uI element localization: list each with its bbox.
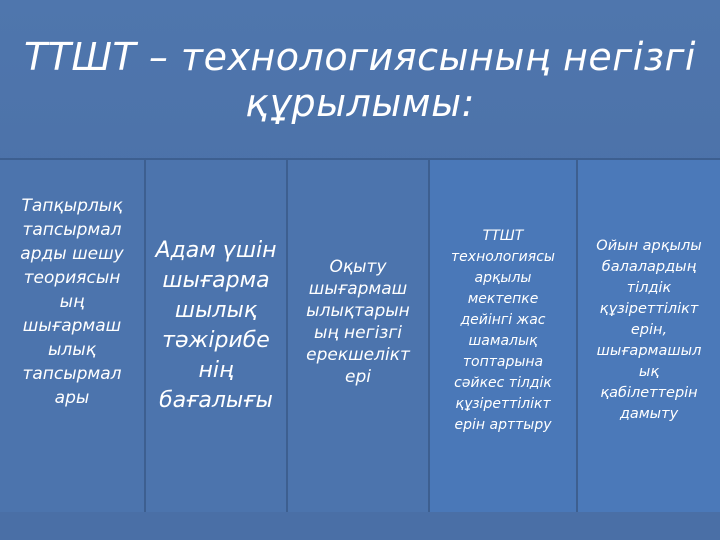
table-cell-text: Оқыту шығармаш ылықтарын ың негізгі ерекшелікт ері <box>306 257 410 387</box>
table-column-2 <box>146 160 288 512</box>
slide-title <box>20 34 700 126</box>
table-cell-text: Ойын арқылы балалардың тілдік құзіреттілікт ерін, шығармашыл ық қабілеттерін дамыту <box>596 238 702 422</box>
structure-table <box>0 158 720 514</box>
table-cell-text: Адам үшін шығарма шылық тәжірибе нің бағалығы <box>155 238 277 413</box>
table-cell-text: ТТШТ технологиясы арқылы мектепке дейінгі жас шамалық топтарына сәйкес тілдік құзіреттілікт ерін арттыру <box>451 228 555 433</box>
slide-title-line-2: құрылымы: <box>245 81 475 125</box>
table-column-3 <box>288 160 430 512</box>
table-column-4 <box>430 160 578 512</box>
bottom-strip <box>0 512 720 540</box>
table-column-1 <box>0 160 146 512</box>
table-cell-text: Тапқырлық тапсырмал арды шешу теориясын ың шығармаш ылық тапсырмал ары <box>20 196 124 408</box>
slide-title-line-1: ТТШТ – технологиясының негізгі <box>24 35 696 79</box>
table-column-5 <box>578 160 720 512</box>
